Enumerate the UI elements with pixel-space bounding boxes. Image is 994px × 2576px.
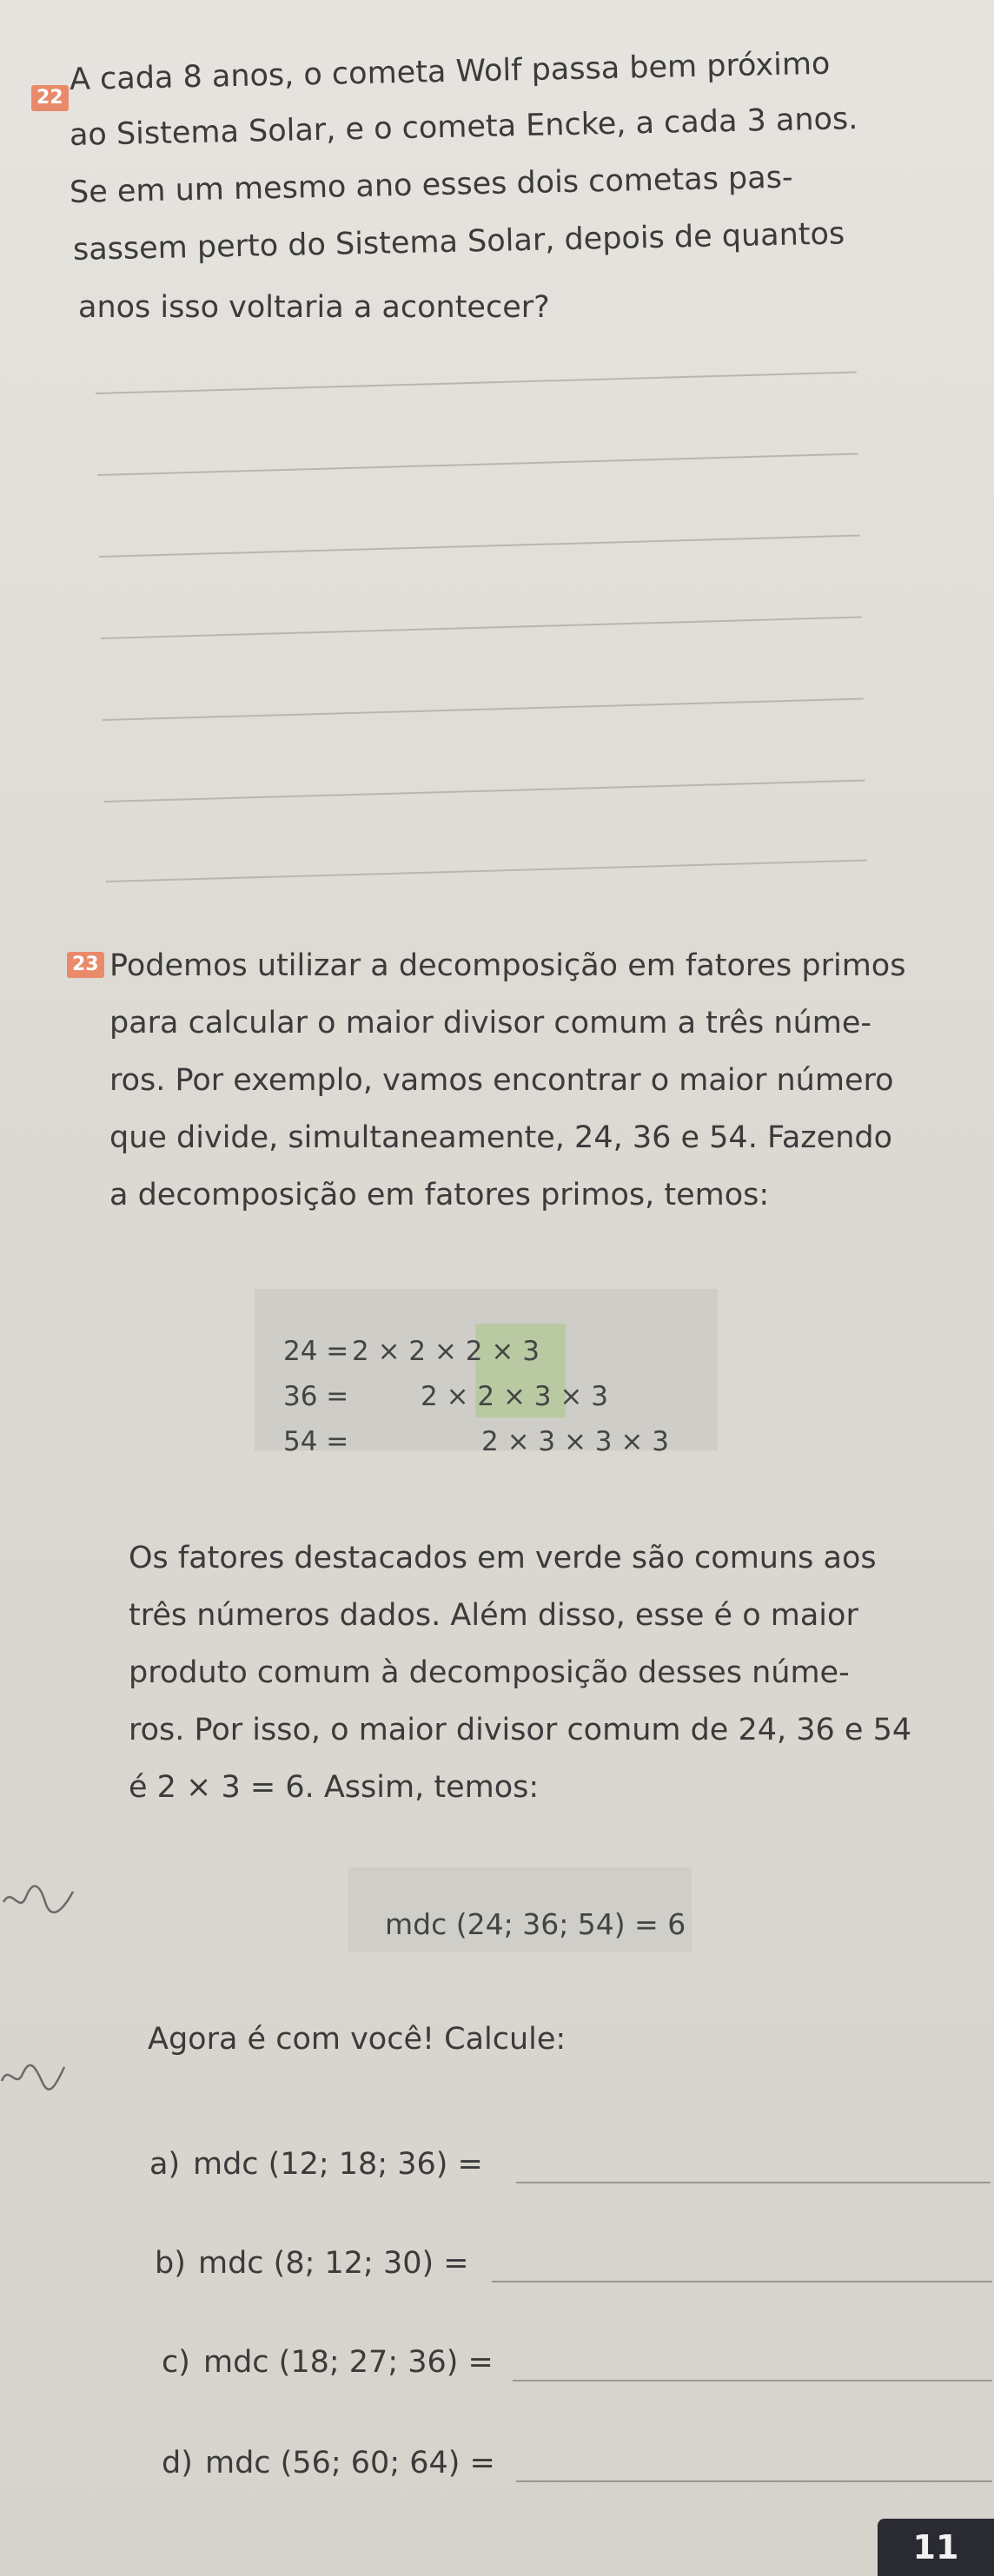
answer-line xyxy=(104,780,865,803)
item-b-answer-line[interactable] xyxy=(492,2281,992,2282)
answer-line xyxy=(101,617,862,639)
exercise-22-line-3: Se em um mesmo ano esses dois cometas pas- xyxy=(69,160,793,210)
pencil-scribble xyxy=(0,1876,78,1928)
item-c-letter: c) xyxy=(162,2345,190,2380)
factor-expr-24: 2 × 2 × 2 × 3 xyxy=(352,1336,540,1367)
item-a-answer-line[interactable] xyxy=(516,2182,991,2183)
exercise-23-intro-line-5: a decomposição em fatores primos, temos: xyxy=(109,1178,770,1212)
item-c-answer-line[interactable] xyxy=(513,2380,992,2381)
mdc-example: mdc (24; 36; 54) = 6 xyxy=(385,1907,686,1941)
item-b-letter: b) xyxy=(155,2246,186,2281)
explanation-line-3: produto comum à decomposição desses núme- xyxy=(129,1655,850,1690)
exercise-23-number: 23 xyxy=(67,952,104,978)
factor-label-36: 36 = xyxy=(283,1381,349,1412)
item-d-answer-line[interactable] xyxy=(516,2480,992,2482)
answer-line xyxy=(106,860,867,882)
factor-expr-36: 2 × 2 × 3 × 3 xyxy=(421,1381,608,1412)
exercise-23-intro-line-1: Podemos utilizar a decomposição em fatores primos xyxy=(109,948,906,983)
item-a-letter: a) xyxy=(149,2147,181,2182)
factor-label-54: 54 = xyxy=(283,1426,349,1457)
answer-line xyxy=(97,453,858,476)
item-b-expression: mdc (8; 12; 30) = xyxy=(198,2246,469,2281)
exercise-22-line-1: A cada 8 anos, o cometa Wolf passa bem próximo xyxy=(69,46,831,97)
exercise-22-number: 22 xyxy=(31,85,69,111)
item-d-letter: d) xyxy=(162,2446,193,2480)
answer-line xyxy=(103,698,864,721)
factor-label-24: 24 = xyxy=(283,1336,349,1367)
item-c-expression: mdc (18; 27; 36) = xyxy=(203,2345,494,2380)
exercise-23-intro-line-3: ros. Por exemplo, vamos encontrar o maior número xyxy=(109,1063,894,1098)
exercise-23-intro-line-4: que divide, simultaneamente, 24, 36 e 54. Fazendo xyxy=(109,1120,893,1155)
factor-expr-54: 2 × 3 × 3 × 3 xyxy=(481,1426,669,1457)
item-a-expression: mdc (12; 18; 36) = xyxy=(193,2147,483,2182)
explanation-line-4: ros. Por isso, o maior divisor comum de 24, 36 e 54 xyxy=(129,1713,912,1747)
explanation-line-5: é 2 × 3 = 6. Assim, temos: xyxy=(129,1770,540,1805)
page-number: 11 xyxy=(878,2519,994,2576)
exercise-22-line-2: ao Sistema Solar, e o cometa Encke, a cada 3 anos. xyxy=(69,101,858,153)
answer-line xyxy=(96,372,857,394)
item-d-expression: mdc (56; 60; 64) = xyxy=(205,2446,495,2480)
exercise-22-line-5: anos isso voltaria a acontecer? xyxy=(78,290,550,325)
answer-line xyxy=(99,535,860,558)
explanation-line-1: Os fatores destacados em verde são comuns aos xyxy=(129,1541,877,1575)
exercise-22-line-4: sassem perto do Sistema Solar, depois de quantos xyxy=(72,216,845,268)
exercise-23-intro-line-2: para calcular o maior divisor comum a três núme- xyxy=(109,1006,872,1040)
exercise-prompt: Agora é com você! Calcule: xyxy=(148,2022,567,2057)
explanation-line-2: três números dados. Além disso, esse é o maior xyxy=(129,1598,858,1633)
pencil-scribble xyxy=(0,2055,70,2098)
